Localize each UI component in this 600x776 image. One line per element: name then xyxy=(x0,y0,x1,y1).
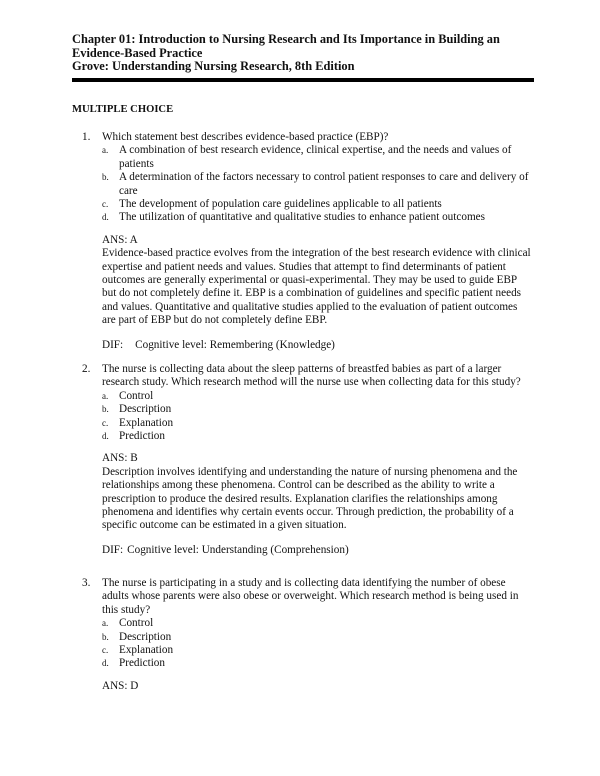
choice-a xyxy=(102,144,532,171)
choice-letter: a. xyxy=(102,390,109,401)
choice-letter: d. xyxy=(102,658,109,669)
choice-text: Control xyxy=(119,389,154,402)
choice-text: A combination of best research evidence, clinical expertise, and the needs and values of patients xyxy=(119,144,512,170)
question-stem: Which statement best describes evidence-based practice (EBP)? xyxy=(102,131,389,143)
question-3 xyxy=(82,577,532,693)
choice-a xyxy=(102,617,532,630)
choice-letter: b. xyxy=(102,172,109,183)
question-2 xyxy=(82,363,532,557)
choice-letter: c. xyxy=(102,645,109,656)
rationale: Evidence-based practice evolves from the integration of the best research evidence with clinical expertise and patient needs and values. Studies that attempt to find determinants of patient outcomes are generally experimental or quasi-experimental. They may be used to guide EBP but do not completely define it. EBP is a combination of guidelines and specific patient needs and values. Quantitative and qualitative studies applied to the evaluation of patient outcomes are part of EBP but do not completely define EBP. xyxy=(102,247,531,327)
choice-text: Control xyxy=(119,617,154,630)
choice-b xyxy=(102,631,532,644)
choice-letter: b. xyxy=(102,631,109,642)
choice-text: Explanation xyxy=(119,416,174,429)
choice-a xyxy=(102,390,532,403)
question-number: 3. xyxy=(82,577,91,589)
question-number: 2. xyxy=(82,363,91,375)
difficulty-line xyxy=(102,339,532,352)
choice-text: Description xyxy=(119,630,172,643)
difficulty-line xyxy=(102,544,532,557)
dif-value: Cognitive level: Remembering (Knowledge) xyxy=(135,338,335,351)
choice-letter: c. xyxy=(102,199,109,210)
choice-letter: a. xyxy=(102,618,109,629)
answer-key: ANS: B xyxy=(102,452,138,465)
choice-c xyxy=(102,417,532,430)
answer-key: ANS: D xyxy=(102,679,139,692)
choice-b xyxy=(102,403,532,416)
book-title: Grove: Understanding Nursing Research, 8th Edition xyxy=(72,59,355,74)
question-stem: The nurse is collecting data about the sleep patterns of breastfed babies as part of a larger research study. Which research method will the nurse use when collecting data for this study? xyxy=(102,363,521,389)
choice-d xyxy=(102,211,532,224)
choice-text: Prediction xyxy=(119,657,165,670)
choice-b xyxy=(102,171,532,198)
header-rule xyxy=(72,78,534,82)
choice-letter: b. xyxy=(102,404,109,415)
choice-d xyxy=(102,657,532,670)
choice-text: Prediction xyxy=(119,430,165,443)
choice-text: A determination of the factors necessary to control patient responses to care and delivery of care xyxy=(119,171,529,197)
rationale: Description involves identifying and understanding the nature of nursing phenomena and the relationships among these phenomena. Control can be described as the ability to write a prescription to produce the desired results. Explanation clarifies the relationships among phenomena and identifies why certain events occur. Through prediction, the probability of a specific outcome can be estimated in a given situation. xyxy=(102,465,518,532)
choice-letter: d. xyxy=(102,212,109,223)
answer-choices xyxy=(102,390,532,444)
answer-key: ANS: A xyxy=(102,233,138,246)
document-header xyxy=(72,33,534,74)
question-stem: The nurse is participating in a study and is collecting data identifying the number of obese adults whose parents were also obese or overweight. Which research method is being used in this study? xyxy=(102,577,519,616)
chapter-title-line-1: Chapter 01: Introduction to Nursing Research and Its Importance in Building an xyxy=(72,32,500,46)
choice-c xyxy=(102,644,532,657)
question-1 xyxy=(82,131,532,352)
section-title: MULTIPLE CHOICE xyxy=(72,104,174,115)
choice-d xyxy=(102,430,532,443)
question-number: 1. xyxy=(82,131,91,143)
chapter-title-line-2: Evidence-Based Practice xyxy=(72,45,203,60)
dif-label: DIF: xyxy=(102,543,124,556)
answer-choices xyxy=(102,617,532,671)
choice-letter: a. xyxy=(102,145,109,156)
choice-text: The development of population care guidelines applicable to all patients xyxy=(119,198,442,211)
choice-text: The utilization of quantitative and qualitative studies to enhance patient outcomes xyxy=(119,211,485,224)
choice-text: Description xyxy=(119,403,172,416)
choice-text: Explanation xyxy=(119,644,174,657)
choice-letter: c. xyxy=(102,417,109,428)
answer-choices xyxy=(102,144,532,224)
choice-c xyxy=(102,198,532,211)
dif-label: DIF: xyxy=(102,338,124,351)
choice-letter: d. xyxy=(102,431,109,442)
dif-value: Cognitive level: Understanding (Comprehension) xyxy=(127,543,349,556)
